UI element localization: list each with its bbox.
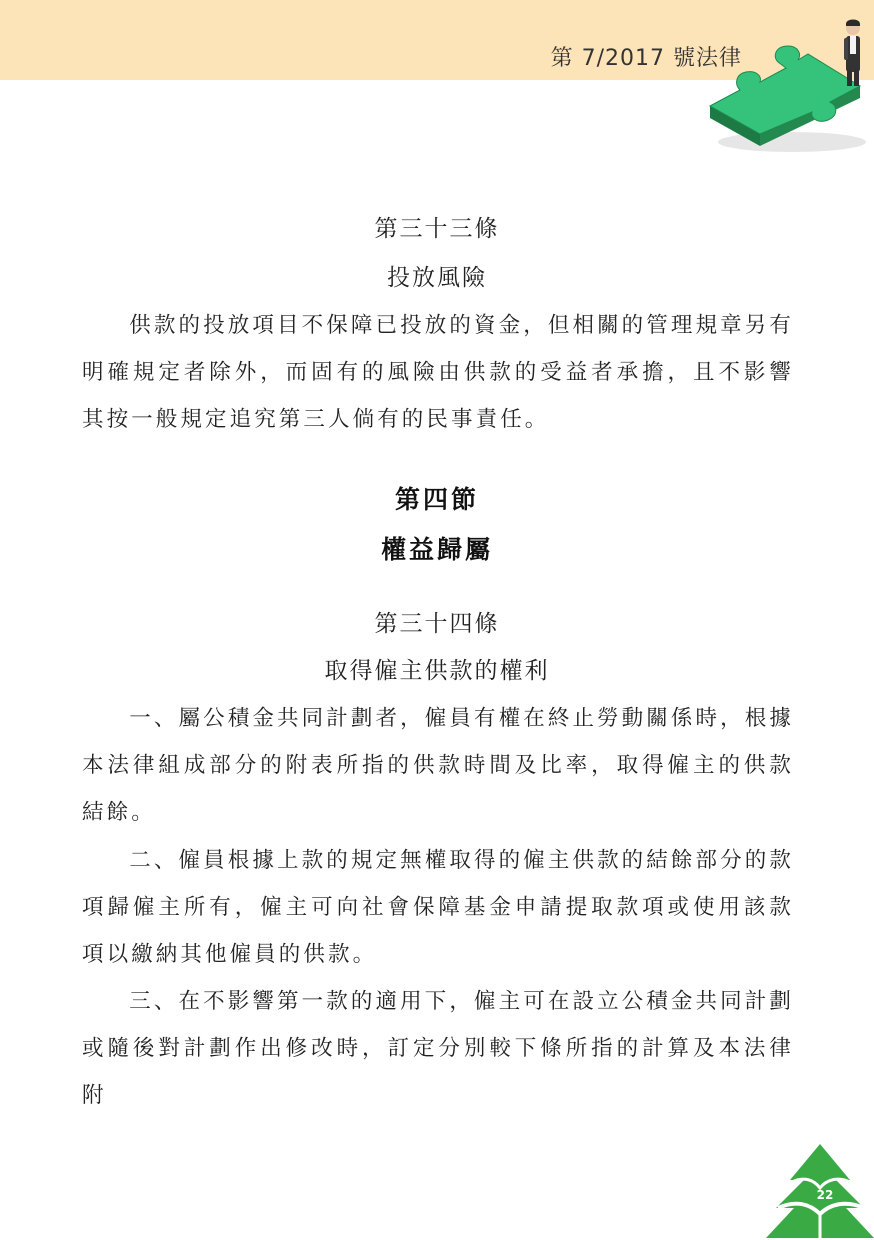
article-34-title: 取得僱主供款的權利 bbox=[324, 658, 550, 684]
section-4-number: 第四節 bbox=[394, 485, 479, 514]
person-figure-icon bbox=[844, 20, 860, 87]
article-34-paragraph-1: 一、屬公積金共同計劃者，僱員有權在終止勞動關係時，根據本法律組成部分的附表所指的供款時間及比率，取得僱主的供款結餘。 bbox=[82, 706, 794, 825]
article-33-paragraph: 供款的投放項目不保障已投放的資金，但相關的管理規章另有明確規定者除外，而固有的風險由供款的受益者承擔，且不影響其按一般規定追究第三人倘有的民事責任。 bbox=[82, 313, 794, 432]
section-4-title: 權益歸屬 bbox=[380, 535, 493, 564]
page-number: 22 bbox=[816, 1188, 834, 1202]
article-34-number: 第三十四條 bbox=[374, 611, 500, 637]
law-title: 第 7/2017 號法律 bbox=[550, 46, 742, 71]
article-34-paragraph-3: 三、在不影響第一款的適用下，僱主可在設立公積金共同計劃或隨後對計劃作出修改時，訂定分別較下條所指的計算及本法律附 bbox=[82, 989, 794, 1108]
article-34-paragraph-2: 二、僱員根據上款的規定無權取得的僱主供款的結餘部分的款項歸僱主所有，僱主可向社會保障基金申請提取款項或使用該款項以繳納其他僱員的供款。 bbox=[82, 848, 794, 967]
article-33-title: 投放風險 bbox=[387, 265, 487, 291]
puzzle-piece-illustration bbox=[700, 14, 874, 164]
article-33-number: 第三十三條 bbox=[374, 216, 500, 242]
